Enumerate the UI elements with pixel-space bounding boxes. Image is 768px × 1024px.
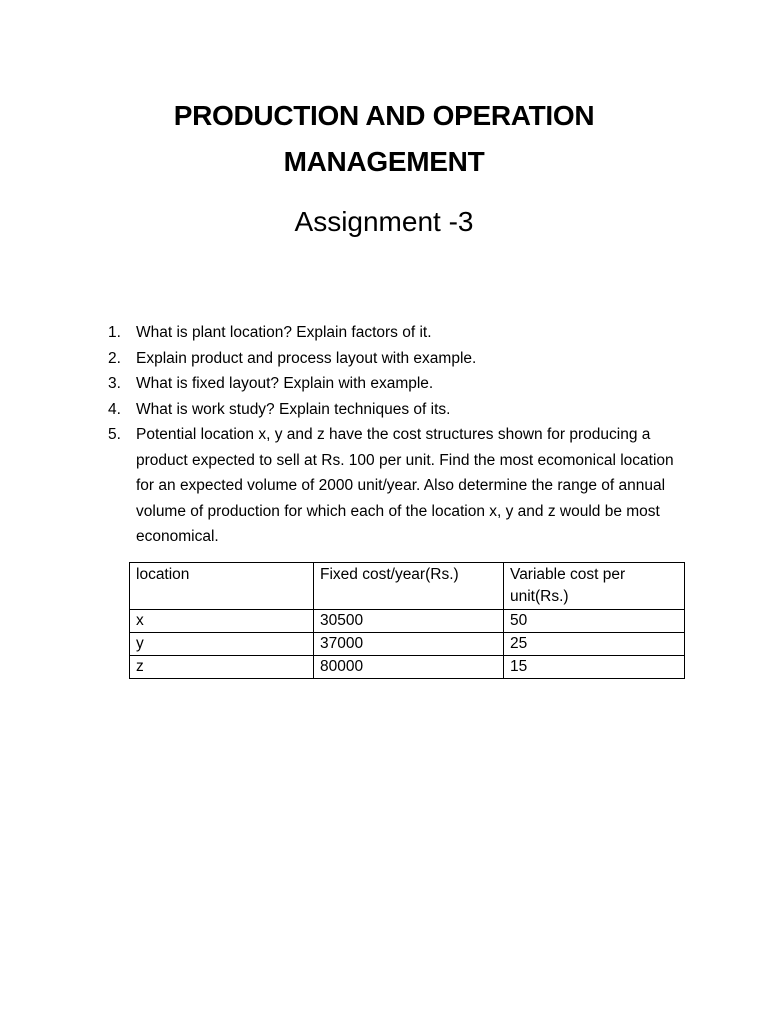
header-location: location (130, 563, 314, 610)
cell-variable-cost: 15 (504, 656, 685, 679)
question-item (108, 422, 688, 550)
cell-location: x (130, 610, 314, 633)
cell-fixed-cost: 80000 (314, 656, 504, 679)
question-number: 4. (108, 400, 121, 418)
question-text: Explain product and process layout with example. (136, 349, 477, 367)
question-item (108, 346, 688, 372)
header-variable-cost: Variable cost per unit(Rs.) (504, 563, 685, 610)
cell-location: z (130, 656, 314, 679)
table-row (130, 633, 685, 656)
assignment-subtitle: Assignment -3 (294, 206, 474, 237)
title-line-2: MANAGEMENT (283, 146, 485, 177)
question-number: 5. (108, 426, 121, 443)
question-text: Potential location x, y and z have the cost structures shown for producing a product expected to sell at Rs. 100 per unit. Find the most ecomonical location for an expected volume of 2000 unit/year. Also determine the range of annual volume of production for which each of the location x, y and z would be most economical. (136, 426, 674, 545)
question-list (108, 320, 688, 550)
question-text: What is work study? Explain techniques of its. (136, 400, 451, 418)
header-fixed-cost: Fixed cost/year(Rs.) (314, 563, 504, 610)
question-number: 3. (108, 375, 121, 392)
question-item (108, 320, 688, 346)
question-item (108, 397, 688, 423)
question-number: 2. (108, 349, 121, 367)
question-text: What is fixed layout? Explain with example. (136, 375, 434, 392)
cell-variable-cost: 50 (504, 610, 685, 633)
cell-location: y (130, 633, 314, 656)
table-row (130, 610, 685, 633)
question-item (108, 371, 688, 397)
table-row (130, 656, 685, 679)
document-title (0, 93, 768, 185)
question-number: 1. (108, 324, 121, 341)
cost-structure-table (129, 562, 685, 679)
question-text: What is plant location? Explain factors of it. (136, 324, 432, 341)
cell-fixed-cost: 37000 (314, 633, 504, 656)
title-line-1: PRODUCTION AND OPERATION (173, 100, 595, 131)
cell-variable-cost: 25 (504, 633, 685, 656)
cell-fixed-cost: 30500 (314, 610, 504, 633)
table-header-row (130, 563, 685, 610)
